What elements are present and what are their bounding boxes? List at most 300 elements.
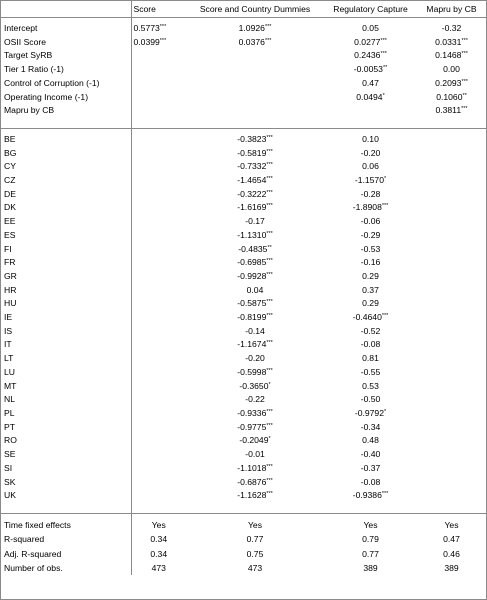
significance-stars: *** bbox=[461, 51, 468, 58]
score-cell bbox=[131, 147, 186, 161]
mapru-by-cb-cell bbox=[417, 22, 486, 36]
cell-value: Yes bbox=[363, 519, 378, 530]
regulatory-capture-cell bbox=[324, 532, 417, 546]
significance-stars: *** bbox=[266, 340, 273, 347]
coefficient-row bbox=[1, 104, 486, 118]
score-country-dummies-cell bbox=[186, 77, 324, 91]
mapru-by-cb-cell bbox=[417, 77, 486, 91]
score-country-dummies-cell bbox=[186, 547, 324, 561]
score-cell bbox=[131, 215, 186, 229]
cell-value: 0.0494 bbox=[356, 91, 383, 102]
mapru-by-cb-cell bbox=[417, 421, 486, 435]
score-country-dummies-cell bbox=[186, 366, 324, 380]
country-dummy-row bbox=[1, 256, 486, 270]
header-score: Score bbox=[131, 1, 186, 18]
header-score-country-dummies: Score and Country Dummies bbox=[186, 1, 324, 18]
regulatory-capture-cell bbox=[324, 63, 417, 77]
regulatory-capture-cell bbox=[324, 256, 417, 270]
cell-value: -0.9775 bbox=[237, 421, 267, 432]
mapru-by-cb-cell bbox=[417, 476, 486, 490]
cell-value: -0.9386 bbox=[352, 490, 382, 501]
significance-stars: *** bbox=[266, 299, 273, 306]
regulatory-capture-cell bbox=[324, 243, 417, 257]
cell-value: 0.77 bbox=[362, 548, 379, 559]
cell-value: -0.53 bbox=[360, 243, 381, 254]
mapru-by-cb-cell bbox=[417, 160, 486, 174]
score-cell bbox=[131, 284, 186, 298]
row-label: SE bbox=[4, 449, 16, 460]
score-cell bbox=[131, 201, 186, 215]
mapru-by-cb-cell bbox=[417, 407, 486, 421]
score-country-dummies-cell bbox=[186, 407, 324, 421]
mapru-by-cb-cell bbox=[417, 229, 486, 243]
significance-stars: *** bbox=[266, 230, 273, 237]
cell-value: 0.2436 bbox=[354, 50, 381, 61]
country-dummy-row bbox=[1, 133, 486, 147]
score-country-dummies-cell bbox=[186, 256, 324, 270]
score-country-dummies-cell bbox=[186, 297, 324, 311]
regulatory-capture-cell bbox=[324, 297, 417, 311]
mapru-by-cb-cell bbox=[417, 380, 486, 394]
coefficient-row bbox=[1, 63, 486, 77]
country-dummy-row bbox=[1, 380, 486, 394]
cell-value: 0.46 bbox=[443, 548, 460, 559]
score-country-dummies-cell bbox=[186, 188, 324, 202]
significance-stars: ** bbox=[462, 92, 467, 99]
mapru-by-cb-cell bbox=[417, 393, 486, 407]
score-country-dummies-cell bbox=[186, 91, 324, 105]
cell-value: -0.20 bbox=[245, 353, 265, 364]
significance-stars: *** bbox=[266, 148, 273, 155]
cell-value: -0.34 bbox=[360, 421, 381, 432]
score-cell bbox=[131, 256, 186, 270]
cell-value: -0.17 bbox=[245, 216, 265, 227]
score-country-dummies-cell bbox=[186, 448, 324, 462]
row-label: Tier 1 Ratio (-1) bbox=[4, 64, 64, 75]
summary-row bbox=[1, 518, 486, 532]
country-dummy-row bbox=[1, 338, 486, 352]
significance-stars: *** bbox=[461, 37, 468, 44]
country-dummy-row bbox=[1, 284, 486, 298]
score-cell bbox=[131, 532, 186, 546]
regulatory-capture-cell bbox=[324, 77, 417, 91]
cell-value: -0.52 bbox=[360, 325, 381, 336]
regulatory-capture-cell bbox=[324, 147, 417, 161]
regulatory-capture-cell bbox=[324, 352, 417, 366]
score-cell bbox=[131, 448, 186, 462]
country-dummy-row bbox=[1, 489, 486, 503]
score-cell bbox=[131, 36, 186, 50]
row-label: R-squared bbox=[4, 534, 45, 545]
row-label: LT bbox=[4, 353, 14, 364]
regulatory-capture-cell bbox=[324, 547, 417, 561]
cell-value: 0.29 bbox=[362, 270, 379, 281]
significance-stars: *** bbox=[380, 37, 387, 44]
significance-stars: *** bbox=[266, 176, 273, 183]
significance-stars: *** bbox=[266, 477, 273, 484]
score-country-dummies-cell bbox=[186, 201, 324, 215]
section-divider bbox=[1, 118, 486, 129]
score-country-dummies-cell bbox=[186, 532, 324, 546]
cell-value: -0.37 bbox=[360, 462, 381, 473]
header-label-col bbox=[1, 1, 131, 18]
cell-value: 0.34 bbox=[150, 548, 168, 559]
mapru-by-cb-cell bbox=[417, 434, 486, 448]
mapru-by-cb-cell bbox=[417, 36, 486, 50]
mapru-by-cb-cell bbox=[417, 91, 486, 105]
significance-stars: *** bbox=[266, 162, 273, 169]
mapru-by-cb-cell bbox=[417, 489, 486, 503]
regulatory-capture-cell bbox=[324, 160, 417, 174]
coefficient-row bbox=[1, 36, 486, 50]
mapru-by-cb-cell bbox=[417, 561, 486, 575]
score-country-dummies-cell bbox=[186, 36, 324, 50]
country-dummy-row bbox=[1, 188, 486, 202]
row-label: DE bbox=[4, 188, 16, 199]
row-label: LU bbox=[4, 366, 15, 377]
score-country-dummies-cell bbox=[186, 22, 324, 36]
row-label: FR bbox=[4, 257, 16, 268]
row-label: Operating Income (-1) bbox=[4, 91, 89, 102]
regulatory-capture-cell bbox=[324, 104, 417, 118]
score-country-dummies-cell bbox=[186, 49, 324, 63]
regulatory-capture-cell bbox=[324, 36, 417, 50]
regulatory-capture-cell bbox=[324, 133, 417, 147]
country-dummy-row bbox=[1, 421, 486, 435]
country-dummy-row bbox=[1, 366, 486, 380]
mapru-by-cb-cell bbox=[417, 532, 486, 546]
score-cell bbox=[131, 63, 186, 77]
country-dummy-row bbox=[1, 160, 486, 174]
significance-stars: *** bbox=[266, 203, 273, 210]
mapru-by-cb-cell bbox=[417, 147, 486, 161]
cell-value: -0.16 bbox=[360, 257, 381, 268]
cell-value: -1.1570 bbox=[354, 175, 384, 186]
cell-value: -0.08 bbox=[360, 476, 381, 487]
cell-value: -0.9928 bbox=[237, 270, 267, 281]
coefficient-row bbox=[1, 77, 486, 91]
regulatory-capture-cell bbox=[324, 215, 417, 229]
row-label: DK bbox=[4, 202, 16, 213]
cell-value: -0.3650 bbox=[239, 380, 269, 391]
cell-value: 0.00 bbox=[443, 64, 460, 75]
score-cell bbox=[131, 49, 186, 63]
significance-stars: *** bbox=[461, 78, 468, 85]
cell-value: -0.8199 bbox=[237, 312, 267, 323]
header-row bbox=[1, 1, 486, 18]
score-country-dummies-cell bbox=[186, 215, 324, 229]
cell-value: 0.53 bbox=[362, 380, 379, 391]
mapru-by-cb-cell bbox=[417, 462, 486, 476]
mapru-by-cb-cell bbox=[417, 284, 486, 298]
regulatory-capture-cell bbox=[324, 462, 417, 476]
score-cell bbox=[131, 188, 186, 202]
cell-value: 0.0331 bbox=[435, 36, 462, 47]
score-cell bbox=[131, 229, 186, 243]
cell-value: -0.4835 bbox=[238, 243, 268, 254]
section-divider bbox=[1, 503, 486, 514]
row-label: FI bbox=[4, 243, 12, 254]
cell-value: -0.6985 bbox=[237, 257, 267, 268]
regulatory-capture-cell bbox=[324, 489, 417, 503]
score-country-dummies-cell bbox=[186, 352, 324, 366]
regulatory-capture-cell bbox=[324, 49, 417, 63]
score-cell bbox=[131, 325, 186, 339]
cell-value: -1.1674 bbox=[237, 339, 267, 350]
cell-value: -1.1310 bbox=[237, 229, 267, 240]
mapru-by-cb-cell bbox=[417, 352, 486, 366]
regulatory-capture-cell bbox=[324, 366, 417, 380]
score-cell bbox=[131, 91, 186, 105]
country-dummy-row bbox=[1, 407, 486, 421]
cell-value: -0.28 bbox=[360, 188, 381, 199]
regulatory-capture-cell bbox=[324, 325, 417, 339]
row-label: MT bbox=[4, 380, 17, 391]
score-cell bbox=[131, 421, 186, 435]
cell-value: -0.50 bbox=[360, 394, 381, 405]
cell-value: -0.7332 bbox=[237, 161, 267, 172]
country-dummy-row bbox=[1, 201, 486, 215]
cell-value: 473 bbox=[151, 562, 166, 573]
row-label: OSII Score bbox=[4, 36, 47, 47]
mapru-by-cb-cell bbox=[417, 311, 486, 325]
cell-value: -1.1018 bbox=[237, 462, 267, 473]
cell-value: -1.8908 bbox=[352, 202, 382, 213]
mapru-by-cb-cell bbox=[417, 366, 486, 380]
cell-value: 389 bbox=[363, 562, 378, 573]
row-label: IE bbox=[4, 312, 13, 323]
row-label: IT bbox=[4, 339, 12, 350]
header-mapru-by-cb: Mapru by CB bbox=[417, 1, 486, 18]
cell-value: 0.5773 bbox=[133, 23, 160, 33]
regulatory-capture-cell bbox=[324, 421, 417, 435]
row-label: HR bbox=[4, 284, 17, 295]
cell-value: -1.4654 bbox=[237, 175, 267, 186]
cell-value: 0.0376 bbox=[238, 36, 265, 47]
row-label: SK bbox=[4, 476, 16, 487]
score-cell bbox=[131, 160, 186, 174]
mapru-by-cb-cell bbox=[417, 49, 486, 63]
row-label: SI bbox=[4, 462, 13, 473]
score-country-dummies-cell bbox=[186, 421, 324, 435]
regulatory-capture-cell bbox=[324, 91, 417, 105]
significance-stars: *** bbox=[381, 313, 389, 320]
mapru-by-cb-cell bbox=[417, 297, 486, 311]
significance-stars: *** bbox=[266, 134, 273, 141]
significance-stars: ** bbox=[267, 244, 272, 251]
mapru-by-cb-cell bbox=[417, 201, 486, 215]
row-label: BG bbox=[4, 147, 17, 158]
score-cell bbox=[131, 104, 186, 118]
significance-stars: *** bbox=[266, 313, 273, 320]
score-country-dummies-cell bbox=[186, 243, 324, 257]
regulatory-capture-cell bbox=[324, 448, 417, 462]
significance-stars: *** bbox=[266, 463, 273, 470]
significance-stars: *** bbox=[266, 271, 273, 278]
score-cell bbox=[131, 380, 186, 394]
score-country-dummies-cell bbox=[186, 311, 324, 325]
cell-value: -0.9792 bbox=[354, 407, 384, 418]
mapru-by-cb-cell bbox=[417, 63, 486, 77]
cell-value: 0.29 bbox=[362, 298, 379, 309]
row-label: Adj. R-squared bbox=[4, 548, 62, 559]
score-cell bbox=[131, 311, 186, 325]
cell-value: 473 bbox=[247, 562, 263, 573]
significance-stars: *** bbox=[266, 491, 273, 498]
regulatory-capture-cell bbox=[324, 393, 417, 407]
score-cell bbox=[131, 462, 186, 476]
significance-stars: *** bbox=[159, 37, 167, 44]
score-cell bbox=[131, 518, 186, 532]
cell-value: Yes bbox=[247, 519, 263, 530]
country-dummy-row bbox=[1, 297, 486, 311]
score-cell bbox=[131, 77, 186, 91]
score-cell bbox=[131, 561, 186, 575]
cell-value: 1.0926 bbox=[238, 23, 265, 33]
cell-value: 0.75 bbox=[246, 548, 264, 559]
score-country-dummies-cell bbox=[186, 104, 324, 118]
mapru-by-cb-cell bbox=[417, 215, 486, 229]
cell-value: 0.81 bbox=[362, 353, 379, 364]
mapru-by-cb-cell bbox=[417, 133, 486, 147]
regulatory-capture-cell bbox=[324, 407, 417, 421]
mapru-by-cb-cell bbox=[417, 325, 486, 339]
country-dummy-row bbox=[1, 229, 486, 243]
regulatory-capture-cell bbox=[324, 22, 417, 36]
score-cell bbox=[131, 547, 186, 561]
country-dummy-row bbox=[1, 311, 486, 325]
cell-value: -0.29 bbox=[360, 229, 381, 240]
score-country-dummies-cell bbox=[186, 147, 324, 161]
cell-value: -0.9336 bbox=[237, 407, 267, 418]
cell-value: -0.2049 bbox=[239, 435, 269, 446]
significance-stars: *** bbox=[266, 258, 273, 265]
cell-value: -0.20 bbox=[360, 147, 381, 158]
cell-value: -1.1628 bbox=[237, 490, 267, 501]
regulatory-capture-cell bbox=[324, 284, 417, 298]
significance-stars: *** bbox=[266, 367, 273, 374]
cell-value: -0.40 bbox=[360, 449, 381, 460]
row-label: EE bbox=[4, 216, 16, 227]
mapru-by-cb-cell bbox=[417, 270, 486, 284]
row-label: NL bbox=[4, 394, 15, 405]
row-label: Time fixed effects bbox=[4, 519, 71, 530]
regulatory-capture-cell bbox=[324, 434, 417, 448]
score-country-dummies-cell bbox=[186, 174, 324, 188]
header-regulatory-capture: Regulatory Capture bbox=[324, 1, 417, 18]
mapru-by-cb-cell bbox=[417, 188, 486, 202]
cell-value: -0.08 bbox=[360, 339, 381, 350]
row-label: ES bbox=[4, 229, 16, 240]
cell-value: -0.3222 bbox=[237, 188, 267, 199]
regulatory-capture-cell bbox=[324, 188, 417, 202]
significance-stars: *** bbox=[264, 37, 272, 44]
cell-value: 0.47 bbox=[443, 534, 460, 545]
significance-stars: * bbox=[384, 176, 387, 183]
cell-value: 0.77 bbox=[246, 534, 264, 545]
mapru-by-cb-cell bbox=[417, 518, 486, 532]
regulatory-capture-cell bbox=[324, 201, 417, 215]
country-dummy-row bbox=[1, 448, 486, 462]
regulatory-capture-cell bbox=[324, 270, 417, 284]
mapru-by-cb-cell bbox=[417, 547, 486, 561]
score-country-dummies-cell bbox=[186, 476, 324, 490]
score-cell bbox=[131, 243, 186, 257]
score-country-dummies-cell bbox=[186, 229, 324, 243]
score-country-dummies-cell bbox=[186, 462, 324, 476]
country-dummy-row bbox=[1, 174, 486, 188]
significance-stars: * bbox=[384, 408, 387, 415]
significance-stars: *** bbox=[381, 203, 389, 210]
cell-value: -0.5819 bbox=[237, 147, 267, 158]
cell-value: 0.79 bbox=[362, 534, 379, 545]
score-country-dummies-cell bbox=[186, 325, 324, 339]
score-country-dummies-cell bbox=[186, 338, 324, 352]
significance-stars: *** bbox=[380, 51, 387, 58]
country-dummy-row bbox=[1, 270, 486, 284]
summary-row bbox=[1, 561, 486, 575]
score-country-dummies-cell bbox=[186, 270, 324, 284]
score-country-dummies-cell bbox=[186, 133, 324, 147]
mapru-by-cb-cell bbox=[417, 256, 486, 270]
score-country-dummies-cell bbox=[186, 489, 324, 503]
score-country-dummies-cell bbox=[186, 393, 324, 407]
row-label: CZ bbox=[4, 175, 16, 186]
regulatory-capture-cell bbox=[324, 518, 417, 532]
cell-value: Yes bbox=[444, 519, 459, 530]
score-cell bbox=[131, 174, 186, 188]
row-label: UK bbox=[4, 490, 16, 501]
cell-value: -0.0053 bbox=[353, 64, 383, 75]
country-dummy-row bbox=[1, 243, 486, 257]
row-label: RO bbox=[4, 435, 17, 446]
score-cell bbox=[131, 366, 186, 380]
coefficient-row bbox=[1, 91, 486, 105]
country-dummy-row bbox=[1, 147, 486, 161]
cell-value: 0.3811 bbox=[435, 105, 462, 116]
score-cell bbox=[131, 352, 186, 366]
cell-value: -0.01 bbox=[245, 449, 265, 460]
cell-value: -0.6876 bbox=[237, 476, 267, 487]
regulatory-capture-cell bbox=[324, 561, 417, 575]
cell-value: 0.1468 bbox=[435, 50, 462, 61]
country-dummy-row bbox=[1, 352, 486, 366]
score-country-dummies-cell bbox=[186, 160, 324, 174]
significance-stars: * bbox=[268, 436, 271, 443]
cell-value: 0.10 bbox=[362, 133, 379, 144]
summary-row bbox=[1, 547, 486, 561]
row-label: PL bbox=[4, 407, 15, 418]
cell-value: -0.14 bbox=[245, 325, 265, 336]
row-label: BE bbox=[4, 133, 16, 144]
significance-stars: *** bbox=[381, 491, 389, 498]
cell-value: 0.05 bbox=[362, 23, 379, 33]
significance-stars: *** bbox=[264, 24, 272, 30]
row-label: GR bbox=[4, 270, 17, 281]
mapru-by-cb-cell bbox=[417, 174, 486, 188]
significance-stars: *** bbox=[159, 24, 167, 30]
country-dummy-row bbox=[1, 476, 486, 490]
country-dummy-row bbox=[1, 462, 486, 476]
cell-value: 0.2093 bbox=[435, 77, 462, 88]
score-cell bbox=[131, 270, 186, 284]
score-cell bbox=[131, 476, 186, 490]
score-country-dummies-cell bbox=[186, 284, 324, 298]
score-country-dummies-cell bbox=[186, 63, 324, 77]
regression-table bbox=[1, 1, 486, 575]
score-cell bbox=[131, 297, 186, 311]
mapru-by-cb-cell bbox=[417, 448, 486, 462]
